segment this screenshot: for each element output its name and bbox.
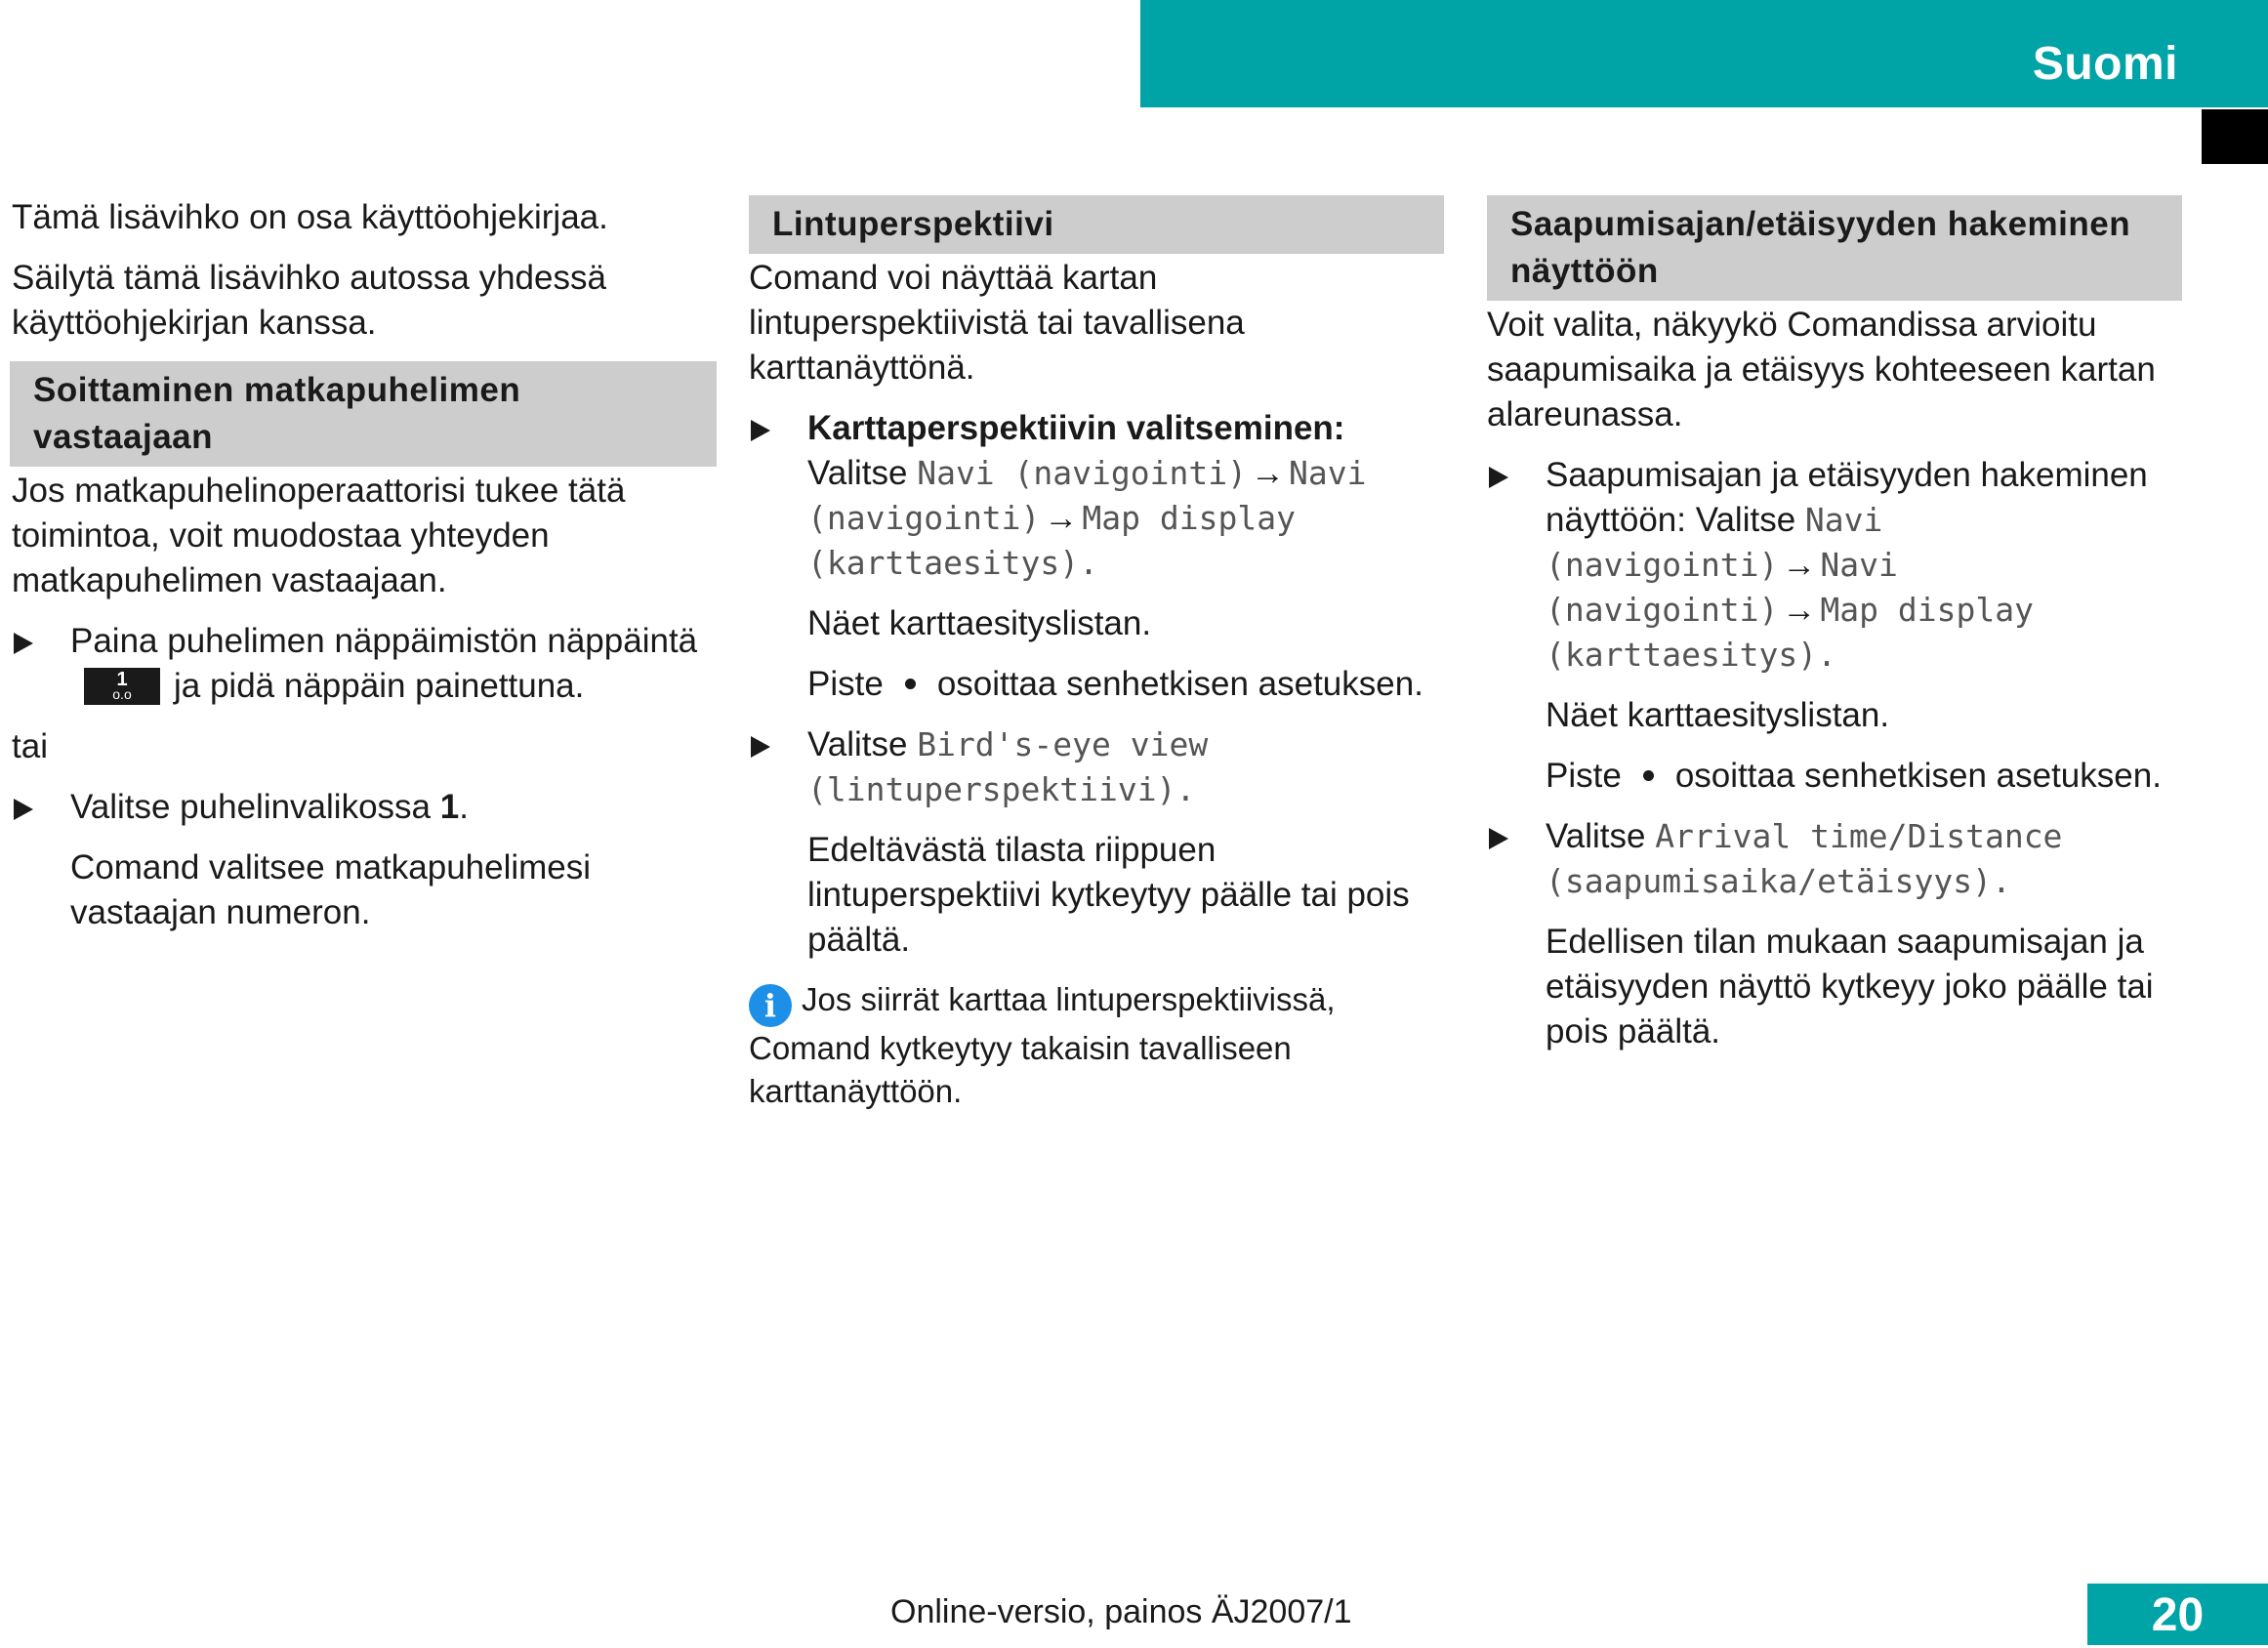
menu-path: Arrival time/Distance (saapumisaika/etäisyys). bbox=[1546, 817, 2063, 900]
menu-path: Bird's-eye view (lintuperspektiivi). bbox=[807, 725, 1209, 808]
language-label: Suomi bbox=[2032, 38, 2178, 90]
menu-path: Navi (navigointi) bbox=[807, 454, 1367, 537]
section-heading: Soittaminen matkapuhelimen vastaajaan bbox=[10, 361, 717, 467]
edition-footer: Online-versio, painos ÄJ2007/1 bbox=[890, 1593, 1352, 1630]
instruction-step: Valitse Arrival time/Distance (saapumisaika/etäisyys). bbox=[1487, 814, 2182, 904]
step-result: Piste osoittaa senhetkisen asetuksen. bbox=[1546, 757, 2162, 795]
instruction-step: Valitse puhelinvalikossa 1. bbox=[12, 785, 707, 830]
step-arrow-icon bbox=[14, 633, 33, 654]
step-arrow-icon bbox=[1489, 467, 1508, 488]
menu-arrow-icon: → bbox=[1044, 499, 1079, 537]
info-note: i Jos siirrät karttaa lintuperspektiivissä, Comand kytkeytyy takaisin tavalliseen karttanäyttöön. bbox=[749, 981, 1336, 1109]
step-arrow-icon bbox=[14, 799, 33, 820]
intro-paragraph: Säilytä tämä lisävihko autossa yhdessä käyttöohjekirjan kanssa. bbox=[12, 259, 606, 342]
page-number: 20 bbox=[2087, 1584, 2268, 1645]
instruction-step: Saapumisajan ja etäisyyden hakeminen näyttöön: Valitse Navi (navigointi) → Navi (navigointi) → Map display (karttaesitys). bbox=[1487, 453, 2182, 678]
section-heading: Lintuperspektiivi bbox=[749, 195, 1444, 254]
or-label: tai bbox=[12, 727, 48, 765]
column-left bbox=[12, 195, 707, 951]
section-paragraph: Jos matkapuhelinoperaattorisi tukee tätä toimintoa, voit muodostaa yhteyden matkapuhelimen vastaajaan. bbox=[12, 472, 626, 599]
step-result: Comand valitsee matkapuhelimesi vastaajan numeron. bbox=[70, 848, 592, 931]
header-band bbox=[1140, 0, 2268, 107]
menu-path: Navi (navigointi) bbox=[917, 454, 1247, 492]
section-paragraph: Voit valita, näkyykö Comandissa arvioitu saapumisaika ja etäisyys kohteeseen kartan alareunassa. bbox=[1487, 306, 2156, 433]
instruction-step: Paina puhelimen näppäimistön näppäintä 1 o.o ja pidä näppäin painettuna. bbox=[12, 619, 707, 709]
menu-path: Navi (navigointi) bbox=[1546, 546, 1898, 629]
step-result: Piste osoittaa senhetkisen asetuksen. bbox=[807, 665, 1423, 703]
step-arrow-icon bbox=[751, 736, 770, 758]
menu-path: Map display (karttaesitys). bbox=[807, 499, 1296, 582]
bullet-dot-icon bbox=[1643, 770, 1654, 781]
step-result: Edeltävästä tilasta riippuen lintuperspektiivi kytkeytyy päälle tai pois päältä. bbox=[807, 831, 1410, 959]
column-right bbox=[1487, 195, 2182, 1070]
step-arrow-icon bbox=[1489, 828, 1508, 849]
menu-arrow-icon: → bbox=[1782, 591, 1817, 629]
instruction-step: Valitse Bird's-eye view (lintuperspektiivi). bbox=[749, 722, 1444, 812]
step-title: Karttaperspektiivin valitseminen: bbox=[807, 409, 1345, 447]
intro-paragraph: Tämä lisävihko on osa käyttöohjekirjaa. bbox=[12, 198, 608, 236]
column-middle bbox=[749, 195, 1444, 1129]
menu-path: Navi (navigointi) bbox=[1546, 501, 1883, 584]
phone-key-1-icon: 1 o.o bbox=[84, 668, 160, 705]
step-arrow-icon bbox=[751, 420, 770, 441]
step-result: Näet karttaesityslistan. bbox=[807, 604, 1152, 642]
menu-arrow-icon: → bbox=[1250, 454, 1285, 492]
thumb-index-tab bbox=[2202, 109, 2268, 164]
info-icon: i bbox=[749, 984, 792, 1027]
step-result: Näet karttaesityslistan. bbox=[1546, 696, 1890, 734]
instruction-step: Karttaperspektiivin valitseminen: Valitse Navi (navigointi) → Navi (navigointi) → Map display (karttaesitys). bbox=[749, 406, 1444, 586]
bullet-dot-icon bbox=[905, 679, 916, 689]
section-paragraph: Comand voi näyttää kartan lintuperspektiivistä tai tavallisena karttanäyttönä. bbox=[749, 259, 1245, 387]
menu-arrow-icon: → bbox=[1782, 546, 1817, 584]
section-heading: Saapumisajan/etäisyyden hakeminen näyttöön bbox=[1487, 195, 2182, 301]
step-result: Edellisen tilan mukaan saapumisajan ja etäisyyden näyttö kytkeyy joko päälle tai pois päältä. bbox=[1546, 923, 2154, 1051]
menu-path: Map display (karttaesitys). bbox=[1546, 591, 2034, 674]
